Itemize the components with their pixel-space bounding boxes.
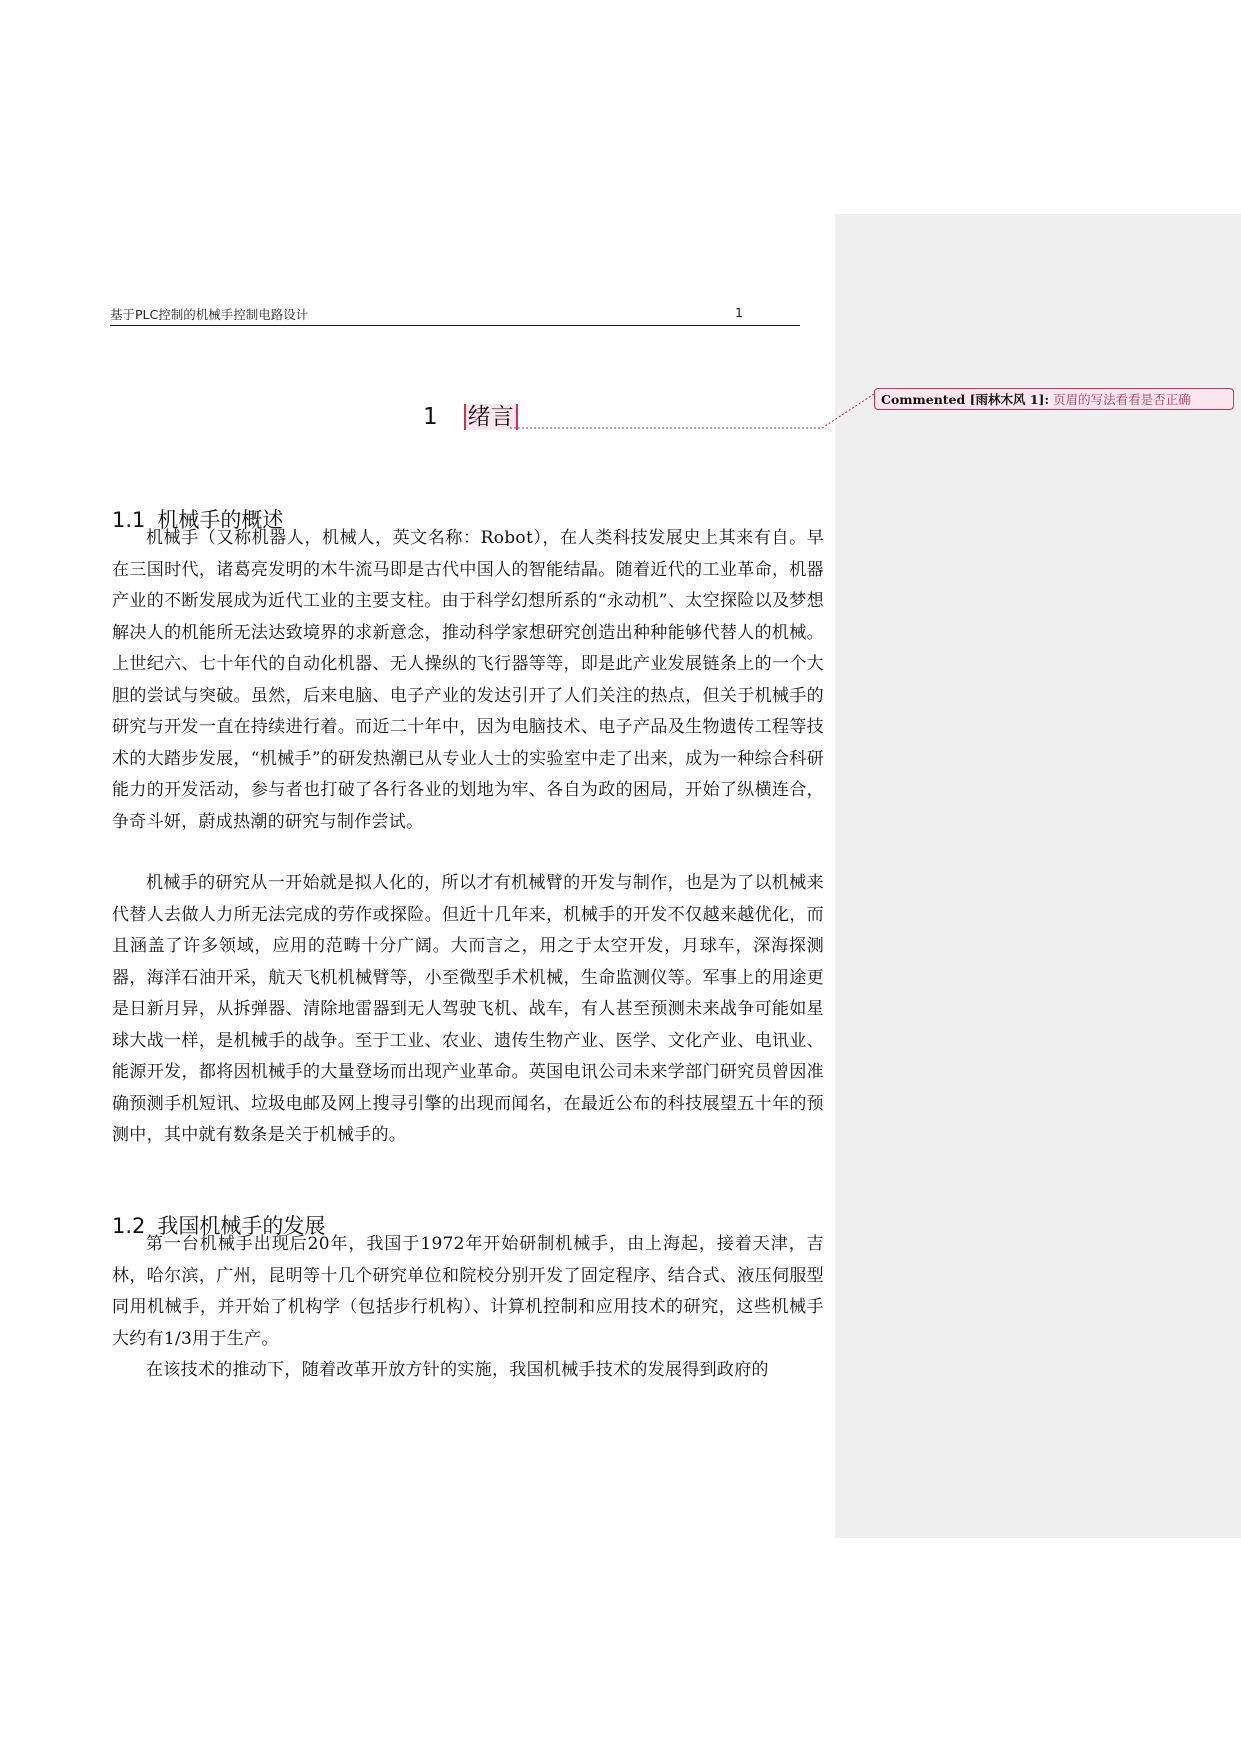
paragraph: 在该技术的推动下，随着改革开放方针的实施，我国机械手技术的发展得到政府的	[146, 1360, 769, 1380]
section-title: 我国机械手的发展	[157, 1214, 326, 1238]
page-header	[110, 303, 800, 326]
comment-author: Commented [雨林木风 1]:	[881, 392, 1050, 407]
section-title: 机械手的概述	[157, 508, 284, 532]
comment-balloon[interactable]	[874, 388, 1234, 410]
paragraph: 机械手的研究从一开始就是拟人化的，所以才有机械臂的开发与制作，也是为了以机械来代替人去做人力所无法完成的劳作或探险。但近十几年来，机械手的开发不仅越来越优化，而且涵盖了许多领域，应用的范畴十分广阔。大而言之，用之于太空开发，月球车，深海探测器，海洋石油开采，航天飞机机械臂等，小至微型手术机械，生命监测仪等。军事上的用途更是日新月异，从拆弹器、清除地雷器到无人驾驶飞机、战车，有人甚至预测未来战争可能如星球大战一样，是机械手的战争。至于工业、农业、遗传生物产业、医学、文化产业、电讯业、能源开发，都将因机械手的大量登场而出现产业革命。英国电讯公司未来学部门研究员曾因准确预测手机短讯、垃圾电邮及网上搜寻引擎的出现而闻名，在最近公布的科技展望五十年的预测中，其中就有数条是关于机械手的。	[112, 873, 824, 1145]
chapter-title[interactable]: 绪言	[464, 404, 518, 430]
chapter-number: 1	[423, 404, 438, 430]
paragraph: 第一台机械手出现后20年，我国于1972年开始研制机械手，由上海起，接着天津，吉林，哈尔滨，广州，昆明等十几个研究单位和院校分别开发了固定程序、结合式、液压伺服型同用机械手，并开始了机构学（包括步行机构）、计算机控制和应用技术的研究，这些机械手大约有1/3用于生产。	[112, 1234, 824, 1349]
section-number: 1.1	[112, 508, 146, 532]
comment-text: 页眉的写法看看是否正确	[1053, 392, 1191, 407]
section-number: 1.2	[112, 1214, 146, 1238]
page-number: 1	[735, 305, 743, 320]
chapter-heading	[423, 398, 518, 431]
comment-pane	[835, 214, 1241, 1538]
header-title: 基于PLC控制的机械手控制电路设计	[110, 307, 309, 322]
paragraph: 机械手（又称机器人，机械人，英文名称：Robot），在人类科技发展史上其来有自。早在三国时代，诸葛亮发明的木牛流马即是古代中国人的智能结晶。随着近代的工业革命，机器产业的不断发展成为近代工业的主要支柱。由于科学幻想所系的“永动机”、太空探险以及梦想解决人的机能所无法达致境界的求新意念，推动科学家想研究创造出种种能够代替人的机械。上世纪六、七十年代的自动化机器、无人操纵的飞行器等等，即是此产业发展链条上的一个大胆的尝试与突破。虽然，后来电脑、电子产业的发达引开了人们关注的热点，但关于机械手的研究与开发一直在持续进行着。而近二十年中，因为电脑技术、电子产品及生物遗传工程等技术的大踏步发展，“机械手”的研发热潮已从专业人士的实验室中走了出来，成为一种综合科研能力的开发活动，参与者也打破了各行各业的划地为牢、各自为政的困局，开始了纵横连合，争奇斗妍，蔚成热潮的研究与制作尝试。	[112, 528, 824, 832]
